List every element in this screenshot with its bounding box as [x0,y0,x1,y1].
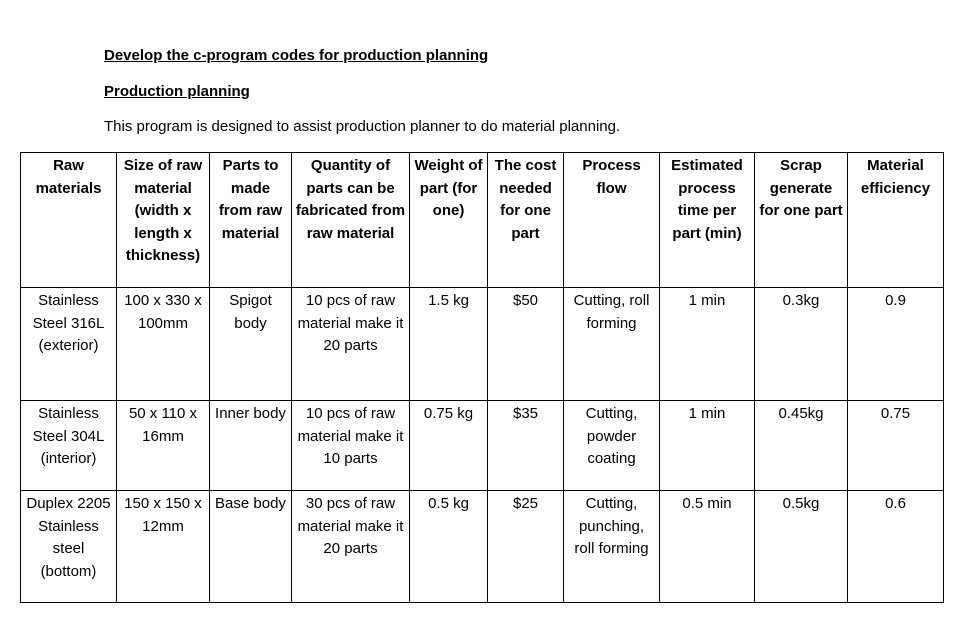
cell-raw-material: Stainless Steel 304L (interior) [21,401,117,491]
cell-efficiency: 0.9 [848,288,944,401]
cell-raw-material: Duplex 2205 Stainless steel (bottom) [21,491,117,603]
cell-weight: 1.5 kg [410,288,488,401]
production-planning-table [20,152,944,603]
cell-part: Spigot body [210,288,292,401]
cell-process-time: 0.5 min [660,491,755,603]
header-quantity: Quantity of parts can be fabricated from raw material [292,153,410,288]
header-process-flow: Process flow [564,153,660,288]
table-row [21,491,944,603]
cell-part: Base body [210,491,292,603]
header-process-time: Estimated process time per part (min) [660,153,755,288]
cell-quantity: 10 pcs of raw material make it 10 parts [292,401,410,491]
cell-size: 150 x 150 x 12mm [117,491,210,603]
cell-cost: $25 [488,491,564,603]
cell-quantity: 30 pcs of raw material make it 20 parts [292,491,410,603]
cell-quantity: 10 pcs of raw material make it 20 parts [292,288,410,401]
document-title: Develop the c-program codes for production planning [104,47,489,64]
cell-part: Inner body [210,401,292,491]
cell-process-time: 1 min [660,401,755,491]
cell-weight: 0.75 kg [410,401,488,491]
cell-process-time: 1 min [660,288,755,401]
cell-weight: 0.5 kg [410,491,488,603]
cell-process-flow: Cutting, powder coating [564,401,660,491]
cell-scrap: 0.5kg [755,491,848,603]
intro-paragraph: This program is designed to assist production planner to do material planning. [104,118,621,135]
header-parts: Parts to made from raw material [210,153,292,288]
cell-raw-material: Stainless Steel 316L (exterior) [21,288,117,401]
cell-cost: $50 [488,288,564,401]
table-row [21,288,944,401]
header-size: Size of raw material (width x length x thickness) [117,153,210,288]
cell-process-flow: Cutting, roll forming [564,288,660,401]
cell-size: 100 x 330 x 100mm [117,288,210,401]
header-raw-materials: Raw materials [21,153,117,288]
header-cost: The cost needed for one part [488,153,564,288]
cell-scrap: 0.3kg [755,288,848,401]
table-row [21,401,944,491]
header-efficiency: Material efficiency [848,153,944,288]
header-scrap: Scrap generate for one part [755,153,848,288]
cell-cost: $35 [488,401,564,491]
table-header-row [21,153,944,288]
cell-scrap: 0.45kg [755,401,848,491]
section-heading: Production planning [104,83,250,100]
cell-efficiency: 0.75 [848,401,944,491]
cell-process-flow: Cutting, punching, roll forming [564,491,660,603]
header-weight: Weight of part (for one) [410,153,488,288]
cell-size: 50 x 110 x 16mm [117,401,210,491]
cell-efficiency: 0.6 [848,491,944,603]
